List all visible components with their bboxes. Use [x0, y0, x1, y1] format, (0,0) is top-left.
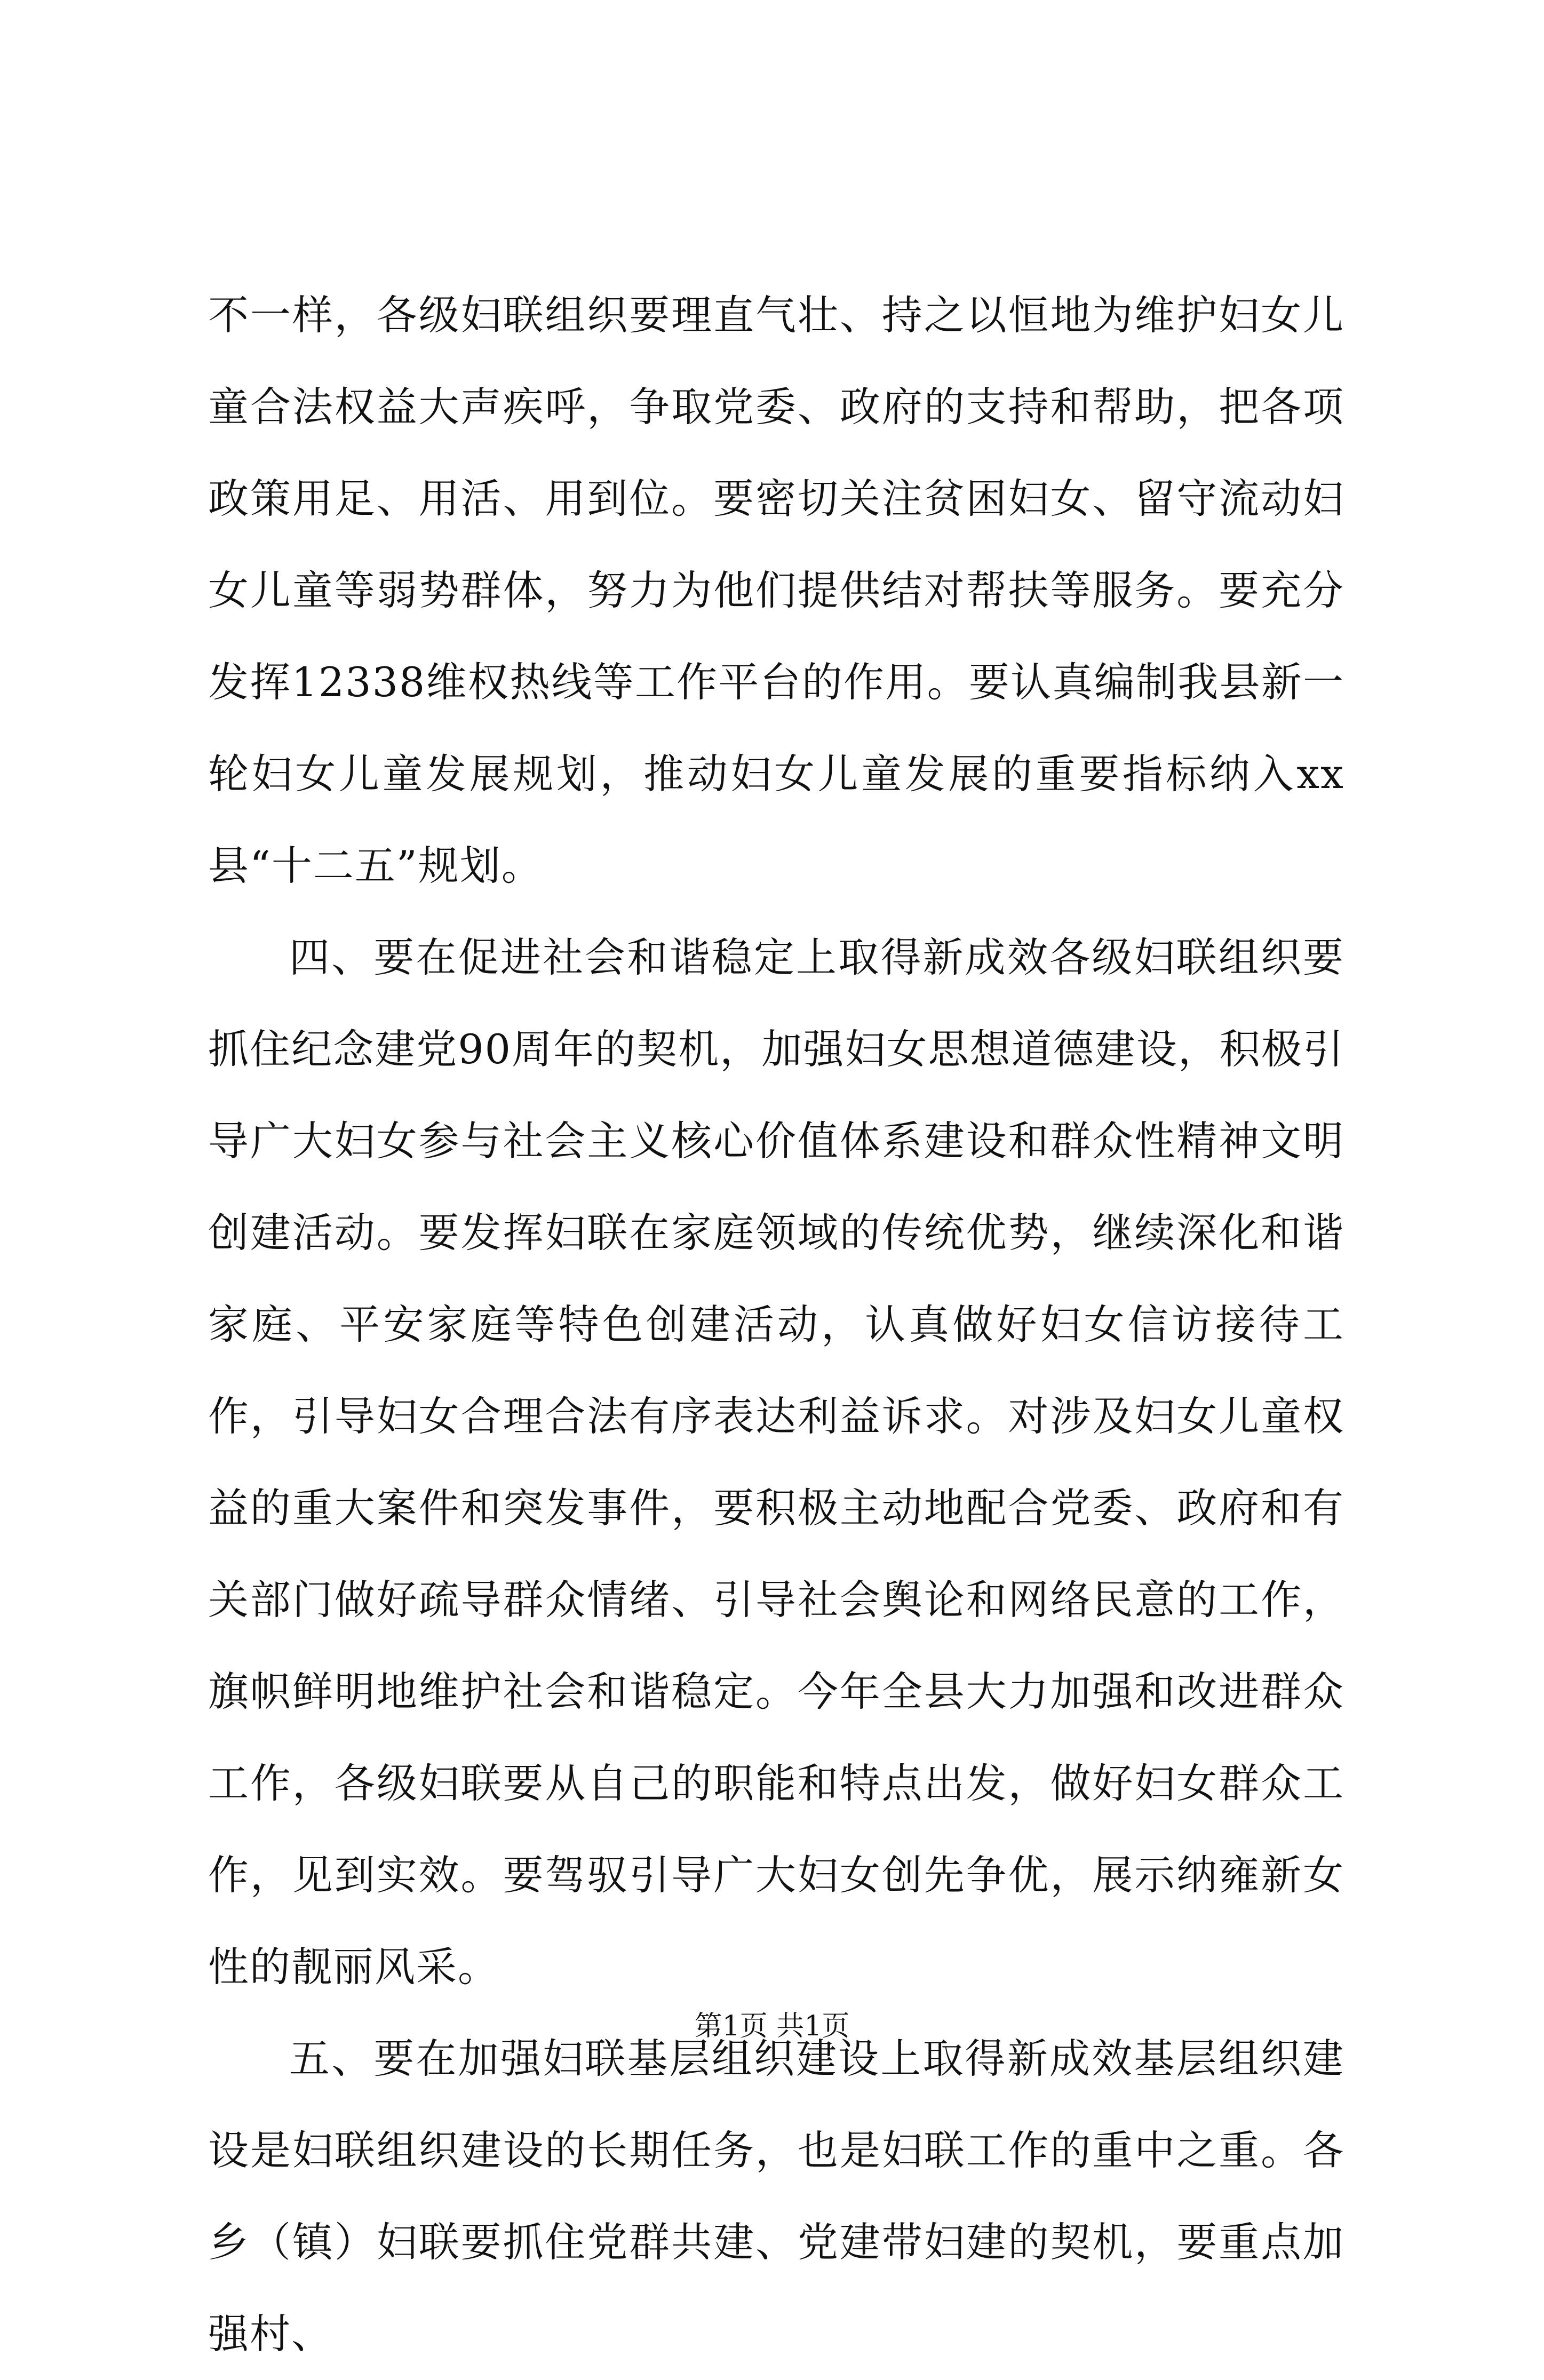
page-footer: 第1页 共1页: [694, 2010, 850, 2042]
paragraph-4-social-harmony: 四、要在促进社会和谐稳定上取得新成效各级妇联组织要抓住纪念建党90周年的契机，加强妇女思想道德建设，积极引导广大妇女参与社会主义核心价值体系建设和群众性精神文明创建活动。要发挥妇联在家庭领域的传统优势，继续深化和谐家庭、平安家庭等特色创建活动，认真做好妇女信访接待工作，引导妇女合理合法有序表达利益诉求。对涉及妇女儿童权益的重大案件和突发事件，要积极主动地配合党委、政府和有关部门做好疏导群众情绪、引导社会舆论和网络民意的工作，旗帜鲜明地维护社会和谐稳定。今年全县大力加强和改进群众工作，各级妇联要从自己的职能和特点出发，做好妇女群众工作，见到实效。要驾驭引导广大妇女创先争优，展示纳雍新女性的靓丽风采。: [208, 934, 1344, 1991]
document-body: [208, 269, 1344, 2380]
paragraph-1-continued: 不一样，各级妇联组织要理直气壮、持之以恒地为维护妇女儿童合法权益大声疾呼，争取党委、政府的支持和帮助，把各项政策用足、用活、用到位。要密切关注贫困妇女、留守流动妇女儿童等弱势群体，努力为他们提供结对帮扶等服务。要充分发挥12338维权热线等工作平台的作用。要认真编制我县新一轮妇女儿童发展规划，推动妇女儿童发展的重要指标纳入xx县“十二五”规划。: [208, 291, 1344, 889]
paragraph-5-grassroots-organization: 五、要在加强妇联基层组织建设上取得新成效基层组织建设是妇联组织建设的长期任务，也是妇联工作的重中之重。各乡（镇）妇联要抓住党群共建、党建带妇建的契机，要重点加强村、: [208, 2035, 1344, 2358]
